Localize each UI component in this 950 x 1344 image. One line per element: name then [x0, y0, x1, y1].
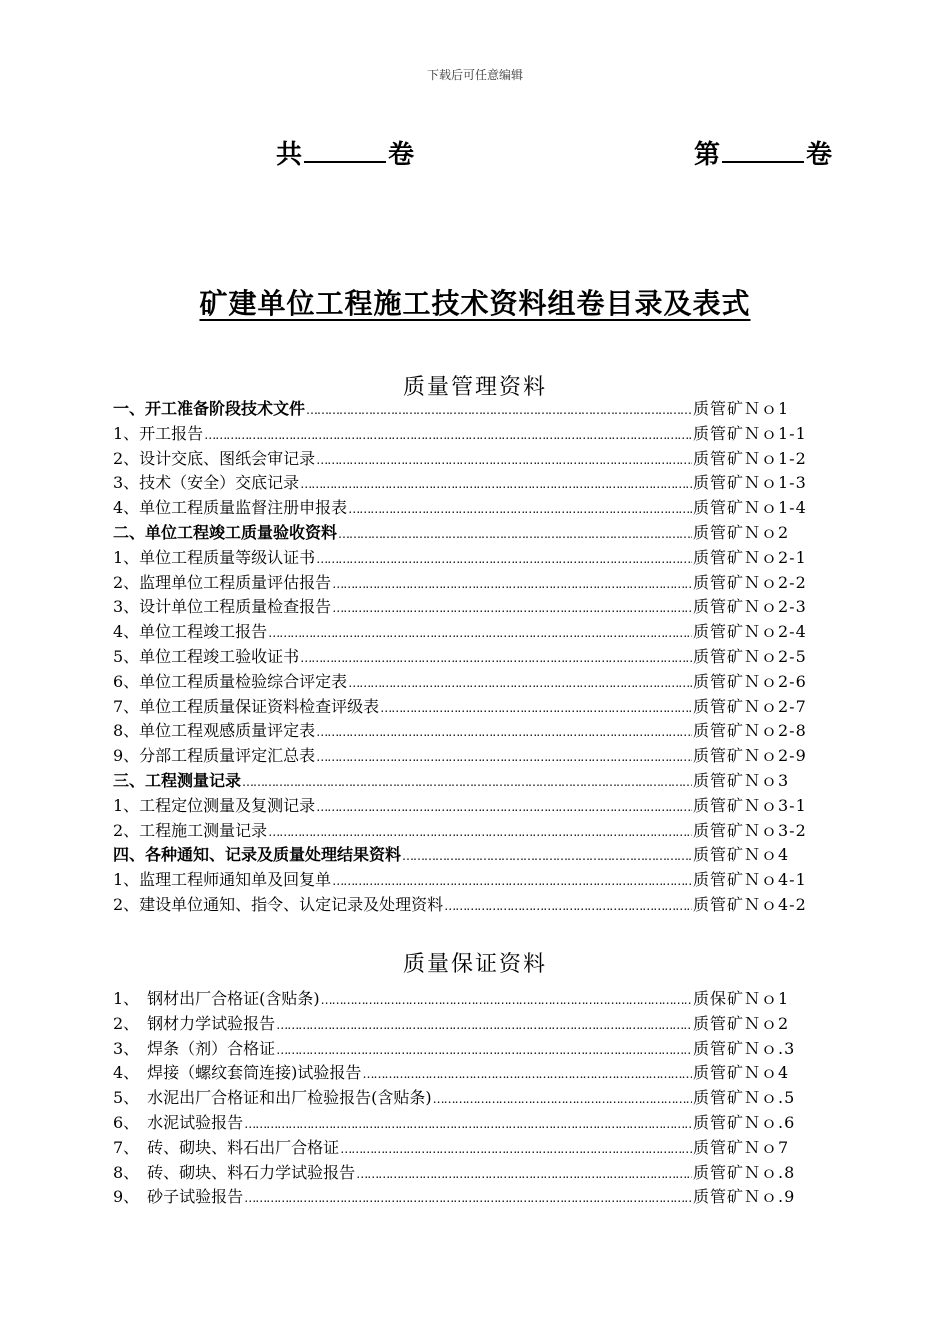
toc-row	[113, 570, 813, 595]
volume-total-suffix: 卷	[388, 140, 415, 170]
toc-row-code: 质管矿Ｎｏ1-1	[693, 423, 807, 443]
toc-row-code: 质管矿Ｎｏ2-4	[693, 622, 807, 642]
toc-row-label: 四、各种通知、记录及质量处理结果资料	[113, 845, 402, 865]
toc-leader-dots	[244, 1117, 692, 1131]
volume-index-prefix: 第	[694, 140, 721, 170]
toc-row-code: 质管矿Ｎｏ1	[693, 399, 790, 418]
toc-row-code: 质管矿Ｎｏ4	[693, 1063, 790, 1083]
toc-leader-dots	[306, 403, 692, 417]
toc-row	[113, 1110, 813, 1135]
toc-row-label: 二、单位工程竣工质量验收资料	[113, 522, 338, 542]
toc-row-label: 6、 水泥试验报告	[113, 1112, 244, 1132]
toc-row-label: 2、监理单位工程质量评估报告	[113, 572, 332, 592]
toc-heading-row	[113, 396, 813, 421]
toc-row-label: 8、单位工程观感质量评定表	[113, 721, 316, 741]
toc-leader-dots	[316, 453, 692, 467]
toc-row-code: 质管矿Ｎｏ2-2	[693, 572, 807, 592]
toc-row-code: 质管矿Ｎｏ2	[693, 1013, 790, 1033]
toc-row	[113, 1060, 813, 1085]
toc-row	[113, 470, 813, 495]
toc-row	[113, 1160, 813, 1185]
toc-row	[113, 594, 813, 619]
toc-row-label: 2、 钢材力学试验报告	[113, 1013, 276, 1033]
toc-row-code: 质管矿Ｎｏ1-4	[693, 498, 807, 518]
volume-total-blank	[304, 139, 386, 163]
toc-row-code: 质管矿Ｎｏ1-3	[693, 473, 807, 493]
toc-leader-dots	[332, 874, 692, 888]
toc-leader-dots	[244, 1191, 692, 1205]
document-title: 矿建单位工程施工技术资料组卷目录及表式	[199, 287, 751, 320]
toc-leader-dots	[332, 577, 692, 591]
toc-row-code: 质管矿Ｎｏ4	[693, 845, 790, 865]
toc-row-code: 质管矿Ｎｏ7	[693, 1137, 790, 1157]
toc-row	[113, 619, 813, 644]
toc-row-code: 质管矿Ｎｏ2-7	[693, 696, 807, 716]
header-note: 下载后可任意编辑	[426, 68, 523, 82]
toc-row-code: 质管矿Ｎｏ1-2	[693, 448, 807, 468]
toc-heading-row	[113, 842, 813, 867]
toc-row-code: 质管矿Ｎｏ2-1	[693, 547, 807, 567]
toc-row-code: 质管矿Ｎｏ.5	[693, 1088, 796, 1108]
toc-leader-dots	[340, 1142, 692, 1156]
toc-row-code: 质管矿Ｎｏ4-2	[693, 894, 807, 914]
volume-index-suffix: 卷	[806, 140, 833, 170]
toc-row-code: 质管矿Ｎｏ3-1	[693, 795, 807, 815]
toc-row	[113, 1184, 813, 1209]
toc-leader-dots	[300, 651, 692, 665]
toc-leader-dots	[338, 527, 692, 541]
toc-leader-dots	[268, 626, 692, 640]
toc-row	[113, 1135, 813, 1160]
toc-heading-row	[113, 520, 813, 545]
toc-leader-dots	[276, 1043, 692, 1057]
toc-row-label: 3、设计单位工程质量检查报告	[113, 597, 332, 617]
toc-row	[113, 793, 813, 818]
toc-row-label: 9、分部工程质量评定汇总表	[113, 746, 316, 766]
toc-quality-management	[113, 396, 813, 917]
toc-row-code: 质管矿Ｎｏ3	[693, 770, 790, 790]
toc-row-code: 质管矿Ｎｏ2-9	[693, 746, 807, 766]
toc-row-label: 3、 焊条（剂）合格证	[113, 1038, 276, 1058]
toc-quality-assurance	[113, 986, 813, 1209]
toc-row	[113, 986, 813, 1011]
toc-leader-dots	[242, 775, 692, 789]
toc-row-label: 1、单位工程质量等级认证书	[113, 547, 316, 567]
toc-leader-dots	[402, 849, 692, 863]
toc-row	[113, 669, 813, 694]
toc-row-label: 1、工程定位测量及复测记录	[113, 795, 316, 815]
toc-row-code: 质管矿Ｎｏ.3	[693, 1038, 796, 1058]
toc-row-label: 1、 钢材出厂合格证(含贴条)	[113, 989, 320, 1008]
toc-row-code: 质管矿Ｎｏ.6	[693, 1112, 796, 1132]
toc-row	[113, 1036, 813, 1061]
toc-row	[113, 644, 813, 669]
toc-row	[113, 743, 813, 768]
toc-row-code: 质管矿Ｎｏ2-3	[693, 597, 807, 617]
toc-row-code: 质管矿Ｎｏ2-5	[693, 646, 807, 666]
toc-leader-dots	[380, 701, 692, 715]
toc-leader-dots	[268, 825, 692, 839]
toc-leader-dots	[348, 676, 692, 690]
toc-row	[113, 1011, 813, 1036]
volume-index	[694, 134, 832, 171]
toc-row	[113, 446, 813, 471]
toc-row-label: 6、单位工程质量检验综合评定表	[113, 671, 348, 691]
toc-leader-dots	[433, 1092, 692, 1106]
toc-row-label: 7、 砖、砌块、料石出厂合格证	[113, 1137, 340, 1157]
toc-row	[113, 867, 813, 892]
toc-row-code: 质管矿Ｎｏ2	[693, 522, 790, 542]
section-title-quality-management: 质量管理资料	[402, 375, 547, 400]
toc-row-code: 质管矿Ｎｏ.8	[693, 1162, 796, 1182]
toc-row-code: 质管矿Ｎｏ3-2	[693, 820, 807, 840]
toc-row-code: 质管矿Ｎｏ2-8	[693, 721, 807, 741]
toc-row-label: 9、 砂子试验报告	[113, 1187, 244, 1207]
toc-row-label: 4、单位工程质量监督注册申报表	[113, 498, 348, 518]
volume-total-prefix: 共	[276, 140, 303, 170]
toc-row-label: 5、 水泥出厂合格证和出厂检验报告(含贴条)	[113, 1088, 432, 1108]
toc-leader-dots	[276, 1018, 692, 1032]
toc-row-code: 质保矿Ｎｏ1	[693, 989, 790, 1008]
toc-leader-dots	[204, 428, 692, 442]
toc-row-label: 7、单位工程质量保证资料检查评级表	[113, 696, 380, 716]
toc-leader-dots	[300, 477, 692, 491]
section-title-quality-assurance: 质量保证资料	[402, 952, 547, 977]
volume-index-blank	[722, 139, 804, 163]
toc-leader-dots	[332, 601, 692, 615]
toc-row-label: 3、技术（安全）交底记录	[113, 473, 300, 493]
toc-row-code: 质管矿Ｎｏ2-6	[693, 671, 807, 691]
toc-row	[113, 892, 813, 917]
toc-leader-dots	[348, 502, 692, 516]
toc-row-label: 4、单位工程竣工报告	[113, 622, 268, 642]
toc-row-code: 质管矿Ｎｏ4-1	[693, 870, 807, 890]
toc-leader-dots	[316, 800, 692, 814]
toc-leader-dots	[316, 750, 692, 764]
toc-row	[113, 495, 813, 520]
toc-row-label: 2、建设单位通知、指令、认定记录及处理资料	[113, 894, 444, 914]
toc-row-label: 1、监理工程师通知单及回复单	[113, 870, 332, 890]
toc-row-label: 5、单位工程竣工验收证书	[113, 646, 300, 666]
toc-row-label: 一、开工准备阶段技术文件	[113, 399, 306, 418]
toc-heading-row	[113, 768, 813, 793]
toc-leader-dots	[356, 1167, 692, 1181]
toc-row-label: 三、工程测量记录	[113, 770, 242, 790]
toc-leader-dots	[321, 993, 692, 1007]
toc-leader-dots	[316, 552, 692, 566]
toc-row-label: 2、工程施工测量记录	[113, 820, 268, 840]
toc-row-label: 4、 焊接（螺纹套筒连接)试验报告	[113, 1063, 362, 1083]
toc-row-label: 1、开工报告	[113, 423, 204, 443]
toc-row	[113, 421, 813, 446]
toc-leader-dots	[316, 725, 692, 739]
toc-row-label: 8、 砖、砌块、料石力学试验报告	[113, 1162, 356, 1182]
toc-row	[113, 718, 813, 743]
toc-row-label: 2、设计交底、图纸会审记录	[113, 448, 316, 468]
toc-row	[113, 818, 813, 843]
toc-row	[113, 1085, 813, 1110]
toc-leader-dots	[362, 1067, 692, 1081]
toc-row-code: 质管矿Ｎｏ.9	[693, 1187, 796, 1207]
toc-leader-dots	[444, 899, 692, 913]
volume-total	[276, 134, 414, 171]
toc-row	[113, 694, 813, 719]
toc-row	[113, 545, 813, 570]
